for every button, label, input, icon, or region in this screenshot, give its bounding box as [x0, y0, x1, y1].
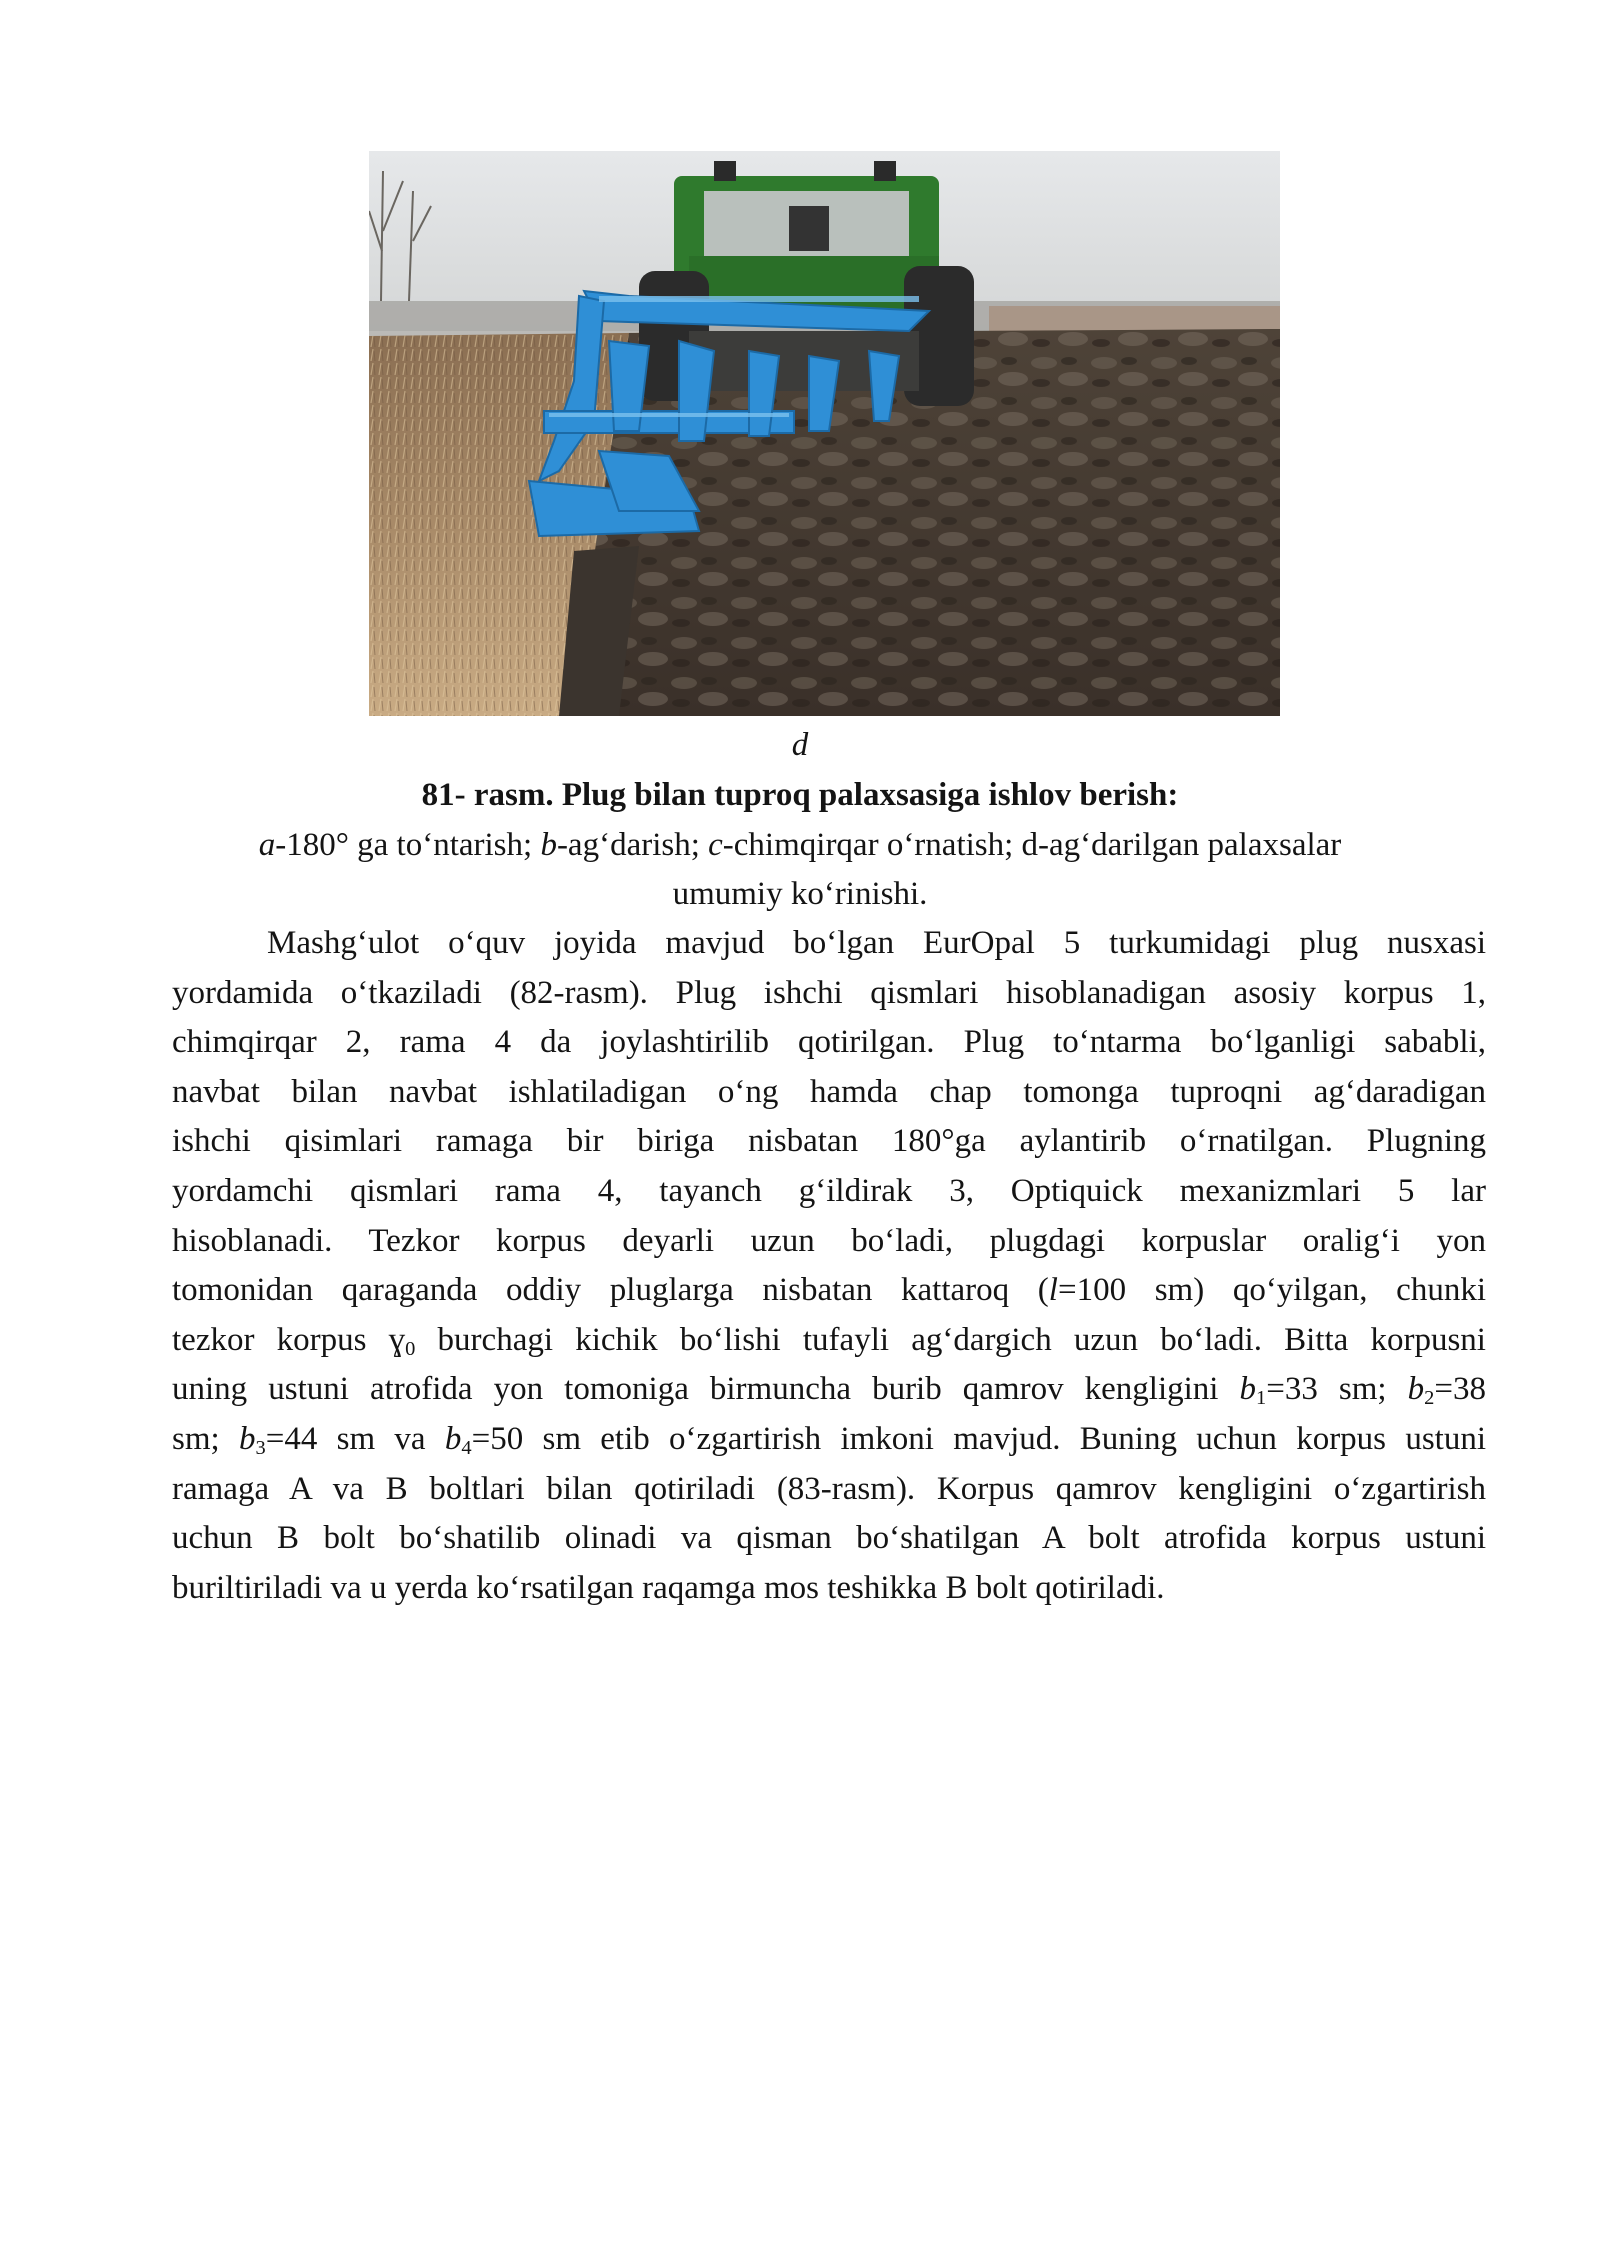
subscript: 0	[405, 1337, 416, 1360]
body-line: Mashg‘ulot o‘quv joyida mavjud bo‘lgan EurOpal 5 turkumidagi plug nusxasi	[267, 925, 1486, 961]
variable-l: l	[1048, 1272, 1058, 1309]
body-line: yordamchi qismlari rama 4, tayanch g‘ildirak 3, Optiquick mexanizmlari 5 lar	[172, 1172, 1486, 1209]
variable-b: b	[1239, 1371, 1257, 1408]
body-line: ishchi qisimlari ramaga bir biriga nisbatan 180°ga aylantirib o‘rnatilgan. Plugning	[172, 1123, 1486, 1160]
line-segment: =38	[1434, 1371, 1486, 1408]
caption-text-a: -180° ga to‘ntarish;	[275, 827, 541, 863]
line-segment: uning ustuni atrofida yon tomoniga birmuncha burib qamrov kengligini	[172, 1371, 1240, 1408]
subscript: 2	[1424, 1387, 1435, 1410]
figure-title: 81- rasm. Plug bilan tuproq palaxsasiga ishlov berish:	[421, 777, 1179, 813]
caption-var-c: c	[708, 827, 723, 863]
line-segment: =44 sm va	[265, 1420, 445, 1457]
body-line	[172, 1266, 1486, 1316]
body-line	[172, 1415, 1486, 1465]
line-segment: =50 sm etib o‘zgartirish imkoni mavjud. Buning uchun korpus ustuni	[471, 1420, 1486, 1457]
body-line: ramaga A va B boltlari bilan qotiriladi (83-rasm). Korpus qamrov kengligini o‘zgartirish	[172, 1470, 1486, 1507]
body-paragraph	[172, 919, 1486, 1613]
line-segment: tomonidan qaraganda oddiy pluglarga nisbatan kattaroq (	[172, 1272, 1049, 1309]
variable-b: b	[1407, 1371, 1425, 1408]
body-line: navbat bilan navbat ishlatiladigan o‘ng hamda chap tomonga tuproqni ag‘daradigan	[172, 1073, 1486, 1110]
body-line: hisoblanadi. Tezkor korpus deyarli uzun bo‘ladi, plugdagi korpuslar oralig‘i yon	[172, 1222, 1486, 1259]
figure-caption-line-2: umumiy ko‘rinishi.	[672, 876, 928, 912]
caption-var-a: a	[258, 827, 276, 863]
line-segment: =33 sm;	[1266, 1371, 1408, 1408]
body-line	[172, 1365, 1486, 1415]
variable-b: b	[238, 1420, 256, 1457]
tractor-plough-photo	[369, 151, 1280, 716]
caption-var-b: b	[540, 827, 557, 863]
caption-text-c: -chimqirqar o‘rnatish; d-ag‘darilgan palaxsalar	[722, 827, 1342, 863]
line-segment: sm;	[172, 1420, 239, 1457]
figure-caption-line-1	[0, 820, 1600, 870]
body-line: uchun B bolt bo‘shatilib olinadi va qisman bo‘shatilgan A bolt atrofida korpus ustuni	[172, 1520, 1486, 1557]
subscript: 3	[255, 1437, 266, 1460]
line-segment: =100 sm) qo‘yilgan, chunki	[1057, 1272, 1486, 1309]
body-line	[172, 1316, 1486, 1366]
body-line: yordamida o‘tkaziladi (82-rasm). Plug ishchi qismlari hisoblanadigan asosiy korpus 1,	[172, 974, 1486, 1011]
line-segment: tezkor korpus ɣ	[172, 1321, 406, 1358]
body-line: buriltiriladi va u yerda ko‘rsatilgan raqamga mos teshikka B bolt qotiriladi.	[172, 1569, 1165, 1606]
body-line: chimqirqar 2, rama 4 da joylashtirilib qotirilgan. Plug to‘ntarma bo‘lganligi sababli,	[172, 1024, 1486, 1061]
variable-b: b	[444, 1420, 462, 1457]
subscript: 4	[461, 1437, 472, 1460]
figure-sub-label: d	[791, 727, 809, 763]
caption-text-b: -ag‘darish;	[556, 827, 709, 863]
subscript: 1	[1256, 1387, 1267, 1410]
line-segment: burchagi kichik bo‘lishi tufayli ag‘dargich uzun bo‘ladi. Bitta korpusni	[415, 1321, 1486, 1358]
